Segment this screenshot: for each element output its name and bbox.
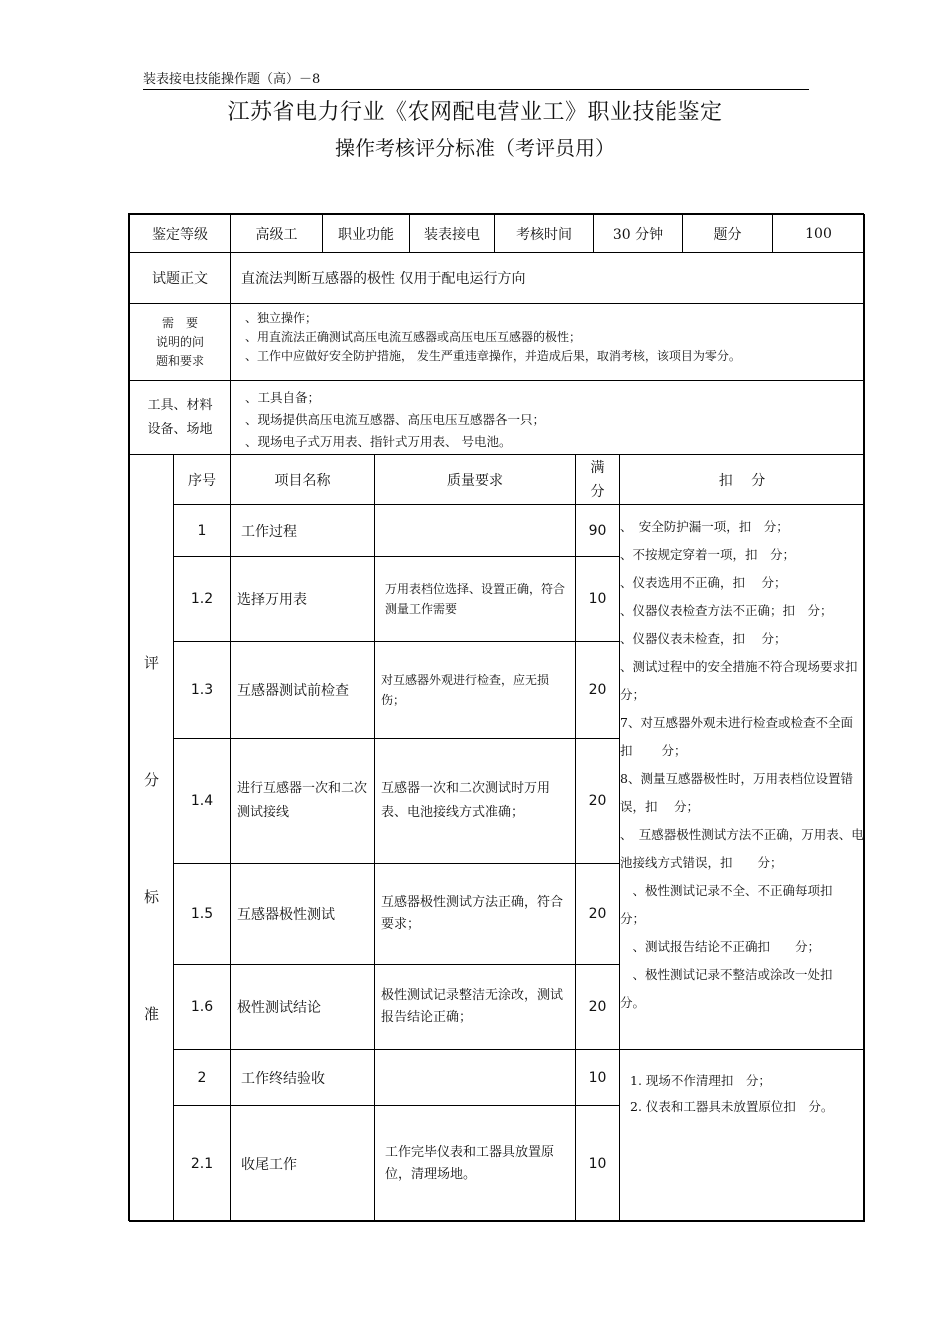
time-label: 考核时间 — [494, 214, 594, 253]
scoring-form — [128, 213, 887, 1221]
row-quality: 工作完毕仪表和工器具放置原位，清理场地。 — [374, 1105, 576, 1222]
header-seq: 序号 — [173, 454, 231, 505]
requirements-label-line: 说明的问 — [155, 334, 204, 349]
score-value: 100 — [772, 214, 865, 253]
level-label: 鉴定等级 — [129, 214, 231, 253]
header-full-char: 满 — [590, 459, 605, 476]
requirement-item: 、独立操作； — [245, 311, 318, 325]
deduct-item: 、极性测试记录不全、不正确每项扣 分； — [620, 883, 846, 926]
row-score: 90 — [575, 504, 620, 557]
deduct-item: 8、测量互感器极性时，万用表档位设置错误，扣 分； — [620, 771, 853, 814]
row-quality: 万用表档位选择、设置正确，符合测量工作需要 — [374, 556, 576, 642]
row-seq: 1.5 — [173, 863, 231, 965]
header-full-score — [575, 454, 620, 505]
topic-label: 试题正文 — [129, 252, 231, 304]
level-value: 高级工 — [230, 214, 323, 253]
row-seq: 1.3 — [173, 641, 231, 739]
row-name: 极性测试结论 — [230, 964, 375, 1050]
requirements-label-line: 需 要 — [161, 315, 198, 330]
tool-item: 、现场提供高压电流互感器、高压电压互感器各一只； — [245, 412, 546, 427]
row-seq: 2.1 — [173, 1105, 231, 1222]
tools-list — [230, 380, 865, 455]
deduct-item: 、极性测试记录不整洁或涂改一处扣 分。 — [620, 967, 846, 1010]
deduct-item: 、 安全防护漏一项，扣 分； — [620, 519, 789, 534]
tool-item: 、工具自备； — [245, 390, 321, 405]
row-name: 工作过程 — [230, 504, 375, 557]
row-score: 10 — [575, 1105, 620, 1222]
row-score: 20 — [575, 964, 620, 1050]
row-score: 20 — [575, 641, 620, 739]
row-name: 进行互感器一次和二次测试接线 — [230, 738, 375, 864]
row-name: 互感器测试前检查 — [230, 641, 375, 739]
tool-item: 、现场电子式万用表、指针式万用表、 号电池。 — [245, 434, 512, 449]
row-score: 10 — [575, 556, 620, 642]
deduct-item: 、测试过程中的安全措施不符合现场要求扣 分； — [620, 659, 887, 702]
row-seq: 1.6 — [173, 964, 231, 1050]
topic-text: 直流法判断互感器的极性 仅用于配电运行方向 — [230, 252, 865, 304]
row-quality: 对互感器外观进行检查，应无损伤； — [374, 641, 576, 739]
deduct-item: 2. 仪表和工器具未放置原位扣 分。 — [630, 1099, 834, 1114]
tools-label-line: 工具、材料 — [147, 397, 213, 413]
row-seq: 1.4 — [173, 738, 231, 864]
requirement-item: 、工作中应做好安全防护措施， 发生严重违章操作，并造成后果，取消考核，该项目为零分。 — [245, 349, 741, 363]
deduct-item: 、仪器仪表未检查，扣 分； — [620, 631, 787, 646]
document-header-code: 装表接电技能操作题（高）－8 — [143, 68, 809, 90]
score-label: 题分 — [682, 214, 773, 253]
row-name: 互感器极性测试 — [230, 863, 375, 965]
row-score: 20 — [575, 738, 620, 864]
row-name: 选择万用表 — [230, 556, 375, 642]
deduct-item: 1. 现场不作清理扣 分； — [630, 1073, 771, 1088]
requirements-label-line: 题和要求 — [155, 353, 204, 368]
row-quality: 极性测试记录整洁无涂改，测试报告结论正确； — [374, 964, 576, 1050]
deduct-item: 7、对互感器外观未进行检查或检查不全面扣 分； — [620, 715, 853, 758]
row-score: 10 — [575, 1049, 620, 1106]
row-score: 20 — [575, 863, 620, 965]
function-label: 职业功能 — [322, 214, 410, 253]
row-name: 收尾工作 — [230, 1105, 375, 1222]
scoring-side-label — [129, 454, 174, 1222]
deduct-item: 、仪器仪表检查方法不正确；扣 分； — [620, 603, 833, 618]
deduct-item: 、仪表选用不正确，扣 分； — [620, 575, 787, 590]
requirements-list — [230, 303, 865, 381]
time-value: 30 分钟 — [593, 214, 683, 253]
page-title: 江苏省电力行业《农网配电营业工》职业技能鉴定 — [227, 100, 723, 125]
row-name: 工作终结验收 — [230, 1049, 375, 1106]
row-quality — [374, 504, 576, 557]
row-quality: 互感器一次和二次测试时万用表、电池接线方式准确； — [374, 738, 576, 864]
header-name: 项目名称 — [230, 454, 375, 505]
deduct-list-1 — [619, 504, 887, 1050]
side-char: 准 — [143, 1005, 159, 1023]
row-seq: 1 — [173, 504, 231, 557]
function-value: 装表接电 — [409, 214, 495, 253]
row-quality — [374, 1049, 576, 1106]
tools-label-line: 设备、场地 — [147, 421, 213, 437]
side-char: 标 — [143, 888, 159, 906]
requirements-label — [129, 303, 231, 381]
deduct-list-2 — [619, 1049, 865, 1222]
side-char: 分 — [143, 771, 159, 789]
tools-label — [129, 380, 231, 455]
deduct-item: 、 互感器极性测试方法不正确，万用表、电池接线方式错误，扣 分； — [620, 827, 864, 870]
header-full-char: 分 — [590, 483, 605, 500]
deduct-item: 、不按规定穿着一项，扣 分； — [620, 547, 796, 562]
header-quality: 质量要求 — [374, 454, 576, 505]
requirement-item: 、用直流法正确测试高压电流互感器或高压电压互感器的极性； — [245, 330, 582, 344]
deduct-item: 、测试报告结论不正确扣 分； — [620, 939, 821, 954]
header-deduct: 扣 分 — [619, 454, 865, 505]
page-subtitle: 操作考核评分标准（考评员用） — [335, 136, 615, 160]
side-char: 评 — [143, 654, 159, 672]
row-seq: 1.2 — [173, 556, 231, 642]
row-quality: 互感器极性测试方法正确，符合要求； — [374, 863, 576, 965]
row-seq: 2 — [173, 1049, 231, 1106]
